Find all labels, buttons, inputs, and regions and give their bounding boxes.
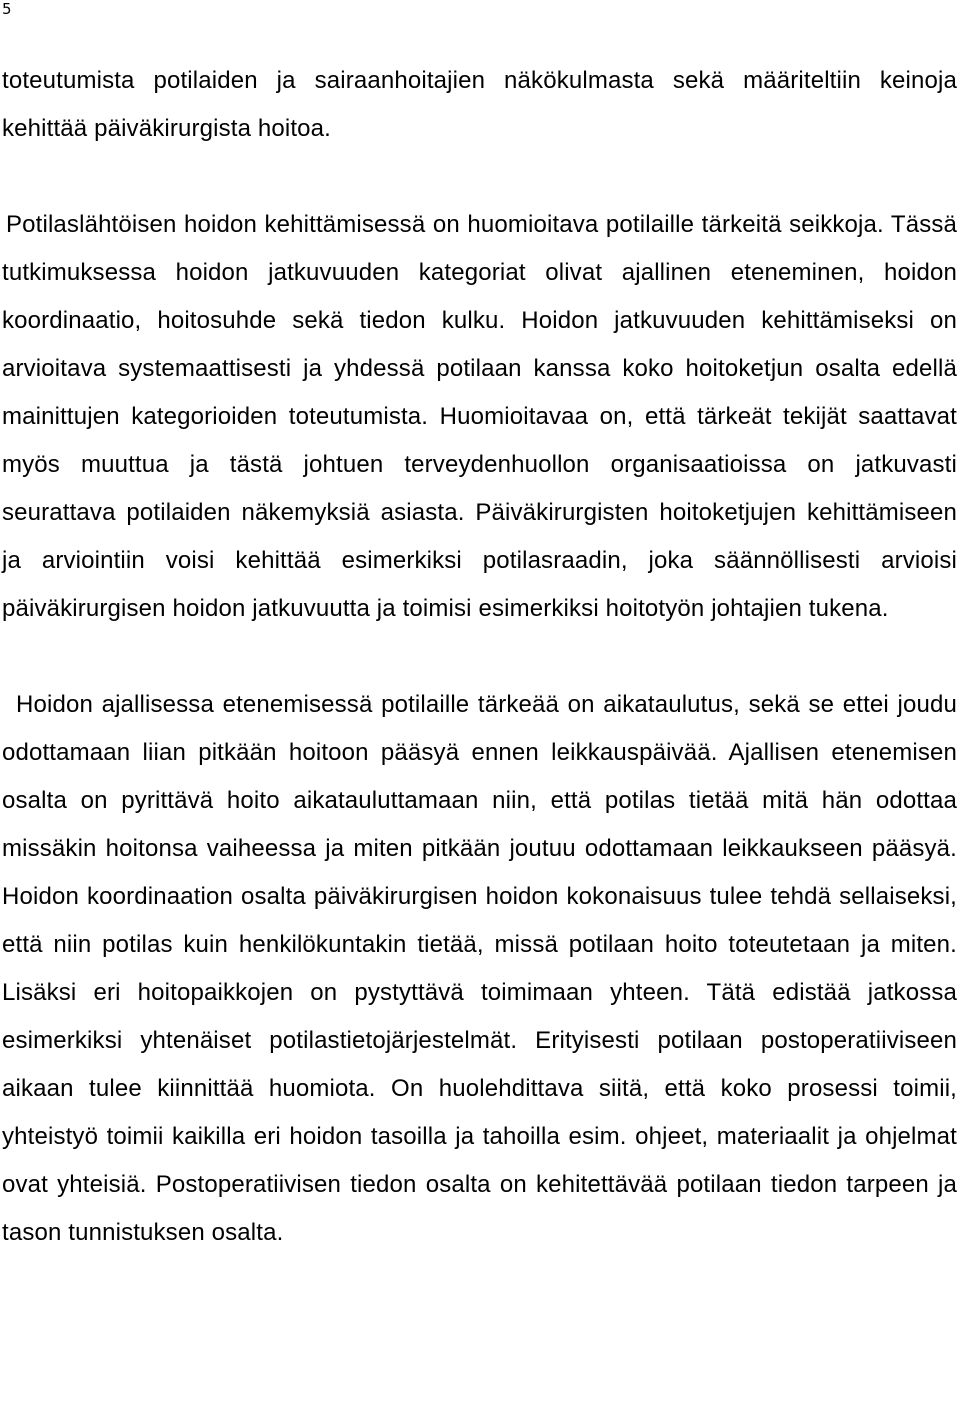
paragraph-spacer [2, 633, 957, 681]
paragraph-spacer [2, 153, 957, 201]
paragraph-1: toteutumista potilaiden ja sairaanhoitajien näkökulmasta sekä määriteltiin keinoja kehittää päiväkirurgista hoitoa. [2, 67, 957, 142]
page-number: 5 [2, 0, 12, 18]
paragraph-3: Hoidon ajallisessa etenemisessä potilaille tärkeää on aikataulutus, sekä se ettei joudu odottamaan liian pitkään hoitoon pääsyä ennen leikkauspäivää. Ajallisen etenemisen osalta on pyrittävä hoito aikatauluttamaan niin, että potilas tietää mitä hän odottaa missäkin hoitonsa vaiheessa ja miten pitkään joutuu odottamaan leikkaukseen pääsyä. Hoidon koordinaation osalta päiväkirurgisen hoidon kokonaisuus tulee tehdä sellaiseksi, että niin potilas kuin henkilökuntakin tietää, missä potilaan hoito toteutetaan ja miten. Lisäksi eri hoitopaikkojen on pystyttävä toimimaan yhteen. Tätä edistää jatkossa esimerkiksi yhtenäiset potilastietojärjestelmät. Erityisesti potilaan postoperatiiviseen aikaan tulee kiinnittää huomiota. On huolehdittava siitä, että koko prosessi toimii, yhteistyö toimii kaikilla eri hoidon tasoilla ja tahoilla esim. ohjeet, materiaalit ja ohjelmat ovat yhteisiä. Postoperatiivisen tiedon osalta on kehitettävää potilaan tiedon tarpeen ja tason tunnistuksen osalta. [2, 691, 957, 1246]
document-body [2, 57, 957, 1257]
paragraph-2: Potilaslähtöisen hoidon kehittämisessä on huomioitava potilaille tärkeitä seikkoja. Tässä tutkimuksessa hoidon jatkuvuuden kategoriat olivat ajallinen eteneminen, hoidon koordinaatio, hoitosuhde sekä tiedon kulku. Hoidon jatkuvuuden kehittämiseksi on arvioitava systemaattisesti ja yhdessä potilaan kanssa koko hoitoketjun osalta edellä mainittujen kategorioiden toteutumista. Huomioitavaa on, että tärkeät tekijät saattavat myös muuttua ja tästä johtuen terveydenhuollon organisaatioissa on jatkuvasti seurattava potilaiden näkemyksiä asiasta. Päiväkirurgisten hoitoketjujen kehittämiseen ja arviointiin voisi kehittää esimerkiksi potilasraadin, joka säännöllisesti arvioisi päiväkirurgisen hoidon jatkuvuutta ja toimisi esimerkiksi hoitotyön johtajien tukena. [2, 211, 957, 622]
